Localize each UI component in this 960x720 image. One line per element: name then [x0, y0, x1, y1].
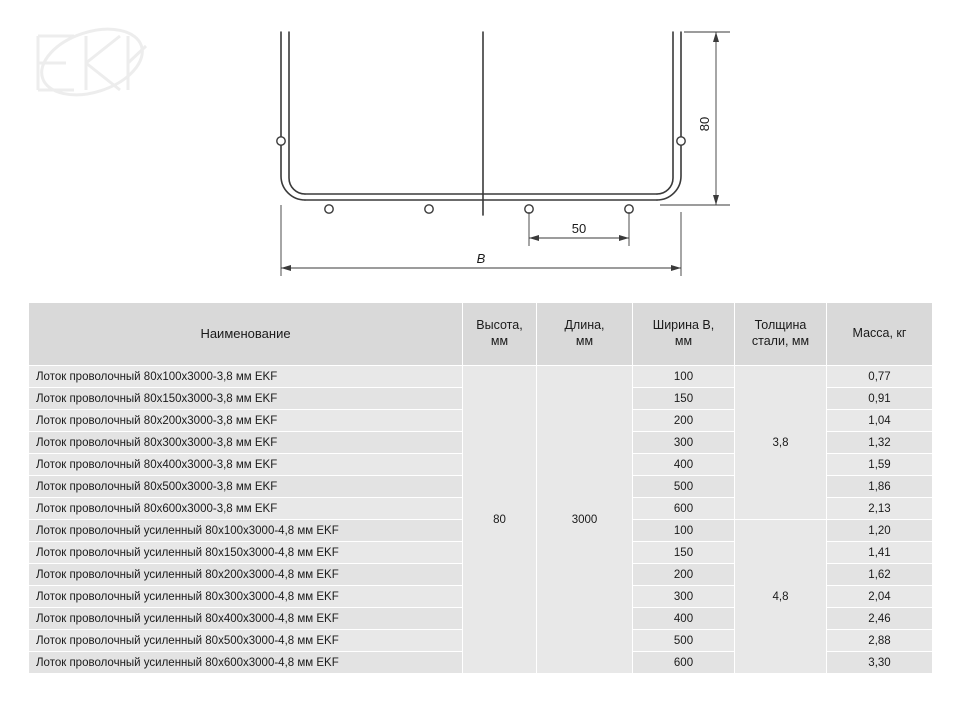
- column-header-mass-line1: Масса, кг: [852, 326, 907, 341]
- specification-table: [28, 302, 933, 674]
- cell-width: 400: [633, 608, 735, 630]
- column-header-steel: [735, 303, 827, 366]
- cell-name: Лоток проволочный 80х400х3000-3,8 мм EKF: [29, 454, 463, 476]
- column-header-height: [463, 303, 537, 366]
- column-header-length-line2: мм: [575, 334, 594, 348]
- cell-name: Лоток проволочный 80х100х3000-3,8 мм EKF: [29, 366, 463, 388]
- cell-width: 300: [633, 432, 735, 454]
- column-header-mass: [827, 303, 933, 366]
- cell-name: Лоток проволочный 80х500х3000-3,8 мм EKF: [29, 476, 463, 498]
- cell-name: Лоток проволочный 80х200х3000-3,8 мм EKF: [29, 410, 463, 432]
- column-header-name: [29, 303, 463, 366]
- cell-name: Лоток проволочный усиленный 80х100х3000-4,8 мм EKF: [29, 520, 463, 542]
- cell-name: Лоток проволочный усиленный 80х600х3000-4,8 мм EKF: [29, 652, 463, 674]
- table-row: [29, 366, 933, 388]
- column-header-length-line1: Длина,: [564, 318, 605, 333]
- cell-width: 400: [633, 454, 735, 476]
- cell-mass: 2,46: [827, 608, 933, 630]
- cell-name: Лоток проволочный 80х300х3000-3,8 мм EKF: [29, 432, 463, 454]
- cell-mass: 1,32: [827, 432, 933, 454]
- cell-mass: 0,91: [827, 388, 933, 410]
- cell-mass: 3,30: [827, 652, 933, 674]
- cell-mass: 2,13: [827, 498, 933, 520]
- cell-width: 100: [633, 520, 735, 542]
- product-drawing: [0, 0, 960, 300]
- specification-table-wrapper: [28, 302, 932, 674]
- table-header-row: [29, 303, 933, 366]
- cell-width: 600: [633, 498, 735, 520]
- cell-name: Лоток проволочный усиленный 80х400х3000-4,8 мм EKF: [29, 608, 463, 630]
- cell-name: Лоток проволочный усиленный 80х300х3000-4,8 мм EKF: [29, 586, 463, 608]
- cell-mass: 2,88: [827, 630, 933, 652]
- cell-mass: 2,04: [827, 586, 933, 608]
- cell-mass: 1,86: [827, 476, 933, 498]
- column-header-steel-line2: стали, мм: [751, 334, 810, 348]
- cell-width: 150: [633, 542, 735, 564]
- cell-steel-standard: 3,8: [735, 366, 827, 520]
- cell-name: Лоток проволочный 80х150х3000-3,8 мм EKF: [29, 388, 463, 410]
- cell-mass: 1,59: [827, 454, 933, 476]
- cell-steel-reinforced: 4,8: [735, 520, 827, 674]
- cell-name: Лоток проволочный усиленный 80х500х3000-4,8 мм EKF: [29, 630, 463, 652]
- cell-height-merged: 80: [463, 366, 537, 674]
- column-header-width-line2: мм: [674, 334, 693, 348]
- cell-length-merged: 3000: [537, 366, 633, 674]
- cell-name: Лоток проволочный усиленный 80х200х3000-4,8 мм EKF: [29, 564, 463, 586]
- cell-width: 300: [633, 586, 735, 608]
- cell-width: 200: [633, 410, 735, 432]
- column-header-length: [537, 303, 633, 366]
- cell-mass: 1,20: [827, 520, 933, 542]
- cell-mass: 0,77: [827, 366, 933, 388]
- cell-mass: 1,41: [827, 542, 933, 564]
- column-header-width-line1: Ширина B,: [652, 318, 715, 333]
- table-body: [29, 366, 933, 674]
- column-header-height-line2: мм: [490, 334, 509, 348]
- cell-width: 500: [633, 476, 735, 498]
- cell-width: 100: [633, 366, 735, 388]
- dim-height-label: 80: [697, 116, 712, 132]
- cell-name: Лоток проволочный усиленный 80х150х3000-4,8 мм EKF: [29, 542, 463, 564]
- column-header-height-line1: Высота,: [476, 318, 523, 333]
- cell-mass: 1,04: [827, 410, 933, 432]
- column-header-name-line1: Наименование: [200, 325, 291, 341]
- cell-mass: 1,62: [827, 564, 933, 586]
- cell-width: 150: [633, 388, 735, 410]
- cell-width: 500: [633, 630, 735, 652]
- column-header-width: [633, 303, 735, 366]
- cell-width: 600: [633, 652, 735, 674]
- dim-width-label: B: [476, 251, 486, 266]
- cell-width: 200: [633, 564, 735, 586]
- cell-name: Лоток проволочный 80х600х3000-3,8 мм EKF: [29, 498, 463, 520]
- column-header-steel-line1: Толщина: [754, 318, 807, 333]
- dim-pitch-label: 50: [571, 221, 587, 236]
